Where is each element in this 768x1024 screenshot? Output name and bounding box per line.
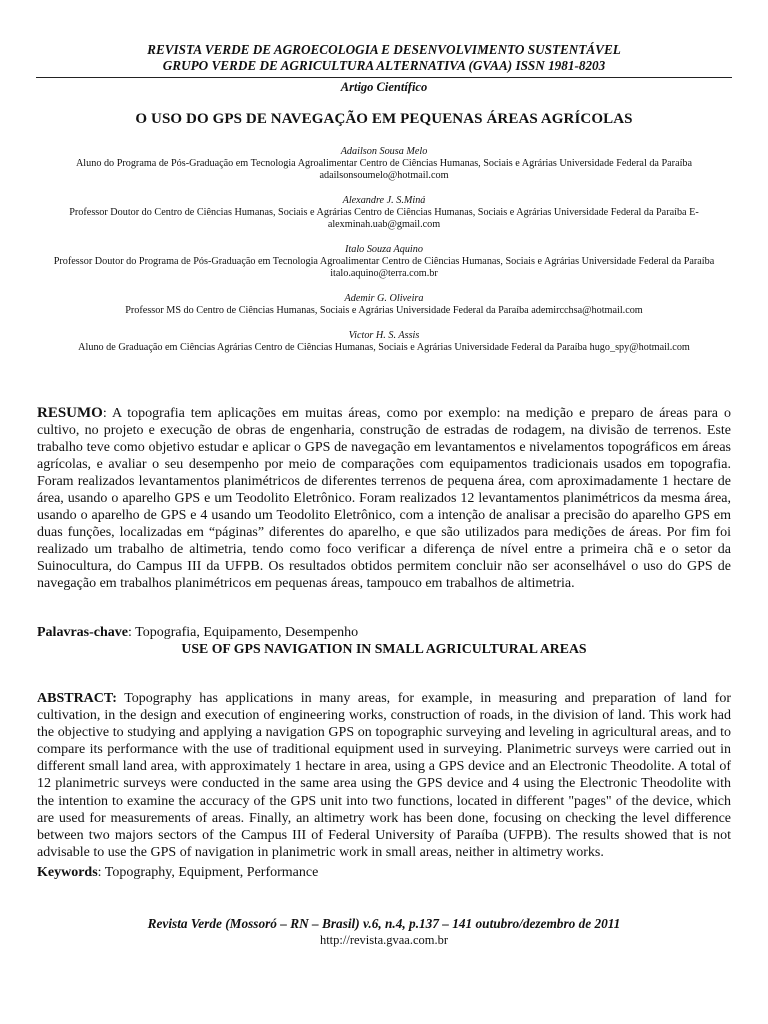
author-entry [40,146,728,183]
author-affiliation: Aluno de Graduação em Ciências Agrárias Centro de Ciências Humanas, Sociais e Agrárias Universidade Federal da Paraíba hugo_spy@hotmail.com [78,342,690,353]
author-name: Italo Souza Aquino [345,244,423,255]
author-name: Ademir G. Oliveira [344,293,424,304]
author-name: Alexandre J. S.Miná [342,195,426,206]
keywords-pt [37,624,731,641]
keywords-pt-label: Palavras-chave [37,625,128,640]
keywords-en-label: Keywords [37,865,98,880]
author-affiliation: Professor MS do Centro de Ciências Humanas, Sociais e Agrárias Universidade Federal da Paraíba ademircchsa@hotmail.com [125,305,643,317]
footer-citation: Revista Verde (Mossoró – RN – Brasil) v.6, n.4, p.137 – 141 outubro/dezembro de 2011 [147,916,621,931]
author-affiliation: Professor Doutor do Centro de Ciências Humanas, Sociais e Agrárias Centro de Ciências Humanas, Sociais e Agrárias Universidade Federal da Paraíba E- alexminah.uab@gmail.com [69,207,699,231]
abstract-paragraph [37,690,731,861]
journal-group-issn: GRUPO VERDE DE AGRICULTURA ALTERNATIVA (GVAA) ISSN 1981-8203 [162,58,606,73]
resumo-label: RESUMO [37,405,103,421]
keywords-pt-text: : Topografia, Equipamento, Desempenho [127,625,359,640]
author-entry [40,195,728,232]
resumo-text: : A topografia tem aplicações em muitas áreas, como por exemplo: na medição e preparo de áreas para o cultivo, no projeto e execução de obras de engenharia, construção de estradas de rodagem, na divisão de terrenos. Este trabalho teve como objetivo estudar e aplicar o GPS de navegação em levantamentos e nivelamentos topográficos em áreas agrícolas, e avaliar o seu desempenho por meio de comparações com equipamentos tradicionais usados em topografia. Foram realizados levantamentos planimétricos de diferentes terrenos de pequena área, com aproximadamente 1 hectare de área, usando o aparelho GPS e um Teodolito Eletrônico. Foram realizados 12 levantamentos planimétricos da mesma área, usando o aparelho de GPS e 4 usando um Teodolito Eletrônico, com a intenção de analisar a precisão do aparelho GPS em duas funções, localizadas em “páginas” diferentes do aparelho, e que são utilizados para medições de áreas. Por fim foi realizado um trabalho de altimetria, tendo como foco verificar a diferença de nível entre a primeira chã e o setor da Suinocultura, do Campus III da UFPB. Os resultados obtidos permitem concluir não ser aconselhável o uso do GPS de navegação em trabalhos planimétricos em pequenas áreas, tampouco em trabalhos de altimetria. [37,406,731,591]
english-title: USE OF GPS NAVIGATION IN SMALL AGRICULTURAL AREAS [181,641,587,656]
abstract-text: Topography has applications in many areas, for example, in measuring and preparation of land for cultivation, in the design and execution of engineering works, construction of roads, in the division of land. This work had the objective to studying and applying a navigation GPS on topographic surveying and leveling in agricultural areas, and to compare its performance with the use of traditional equipment used in surveying. Planimetric surveys were carried out in different small land area, with approximately 1 hectare in area, using a GPS device and an Electronic Theodolite. A total of 12 planimetric surveys were conducted in the same area using the GPS device and 4 using the Electronic Theodolite with the intention to examine the accuracy of the GPS unit into two functions, located in different "pages" of the device, which are used for measurements of areas. Finally, an altimetry work has been done, focusing on checking the level difference between two majors sectors of the Campus III of Federal University of Paraíba (UFPB). The results showed that is not advisable to use the GPS of navigation in planimetric work in small areas, neither in altimetry works. [37,691,731,860]
journal-header [36,42,732,74]
keywords-en-text: : Topography, Equipment, Performance [97,865,319,880]
author-affiliation: Aluno do Programa de Pós-Graduação em Tecnologia Agroalimentar Centro de Ciências Humanas, Sociais e Agrárias Universidade Federal da Paraíba adailsonsoumelo@hotmail.com [75,158,693,182]
article-type: Artigo Científico [340,80,428,94]
paper-title: O USO DO GPS DE NAVEGAÇÃO EM PEQUENAS ÁREAS AGRÍCOLAS [135,111,633,127]
author-entry [40,293,728,317]
abstract-label: ABSTRACT: [37,691,117,706]
author-affiliation: Professor Doutor do Programa de Pós-Graduação em Tecnologia Agroalimentar Centro de Ciências Humanas, Sociais e Agrárias Universidade Federal da Paraíba italo.aquino@terra.com.br [53,256,715,280]
author-name: Adailson Sousa Melo [340,146,428,157]
author-name: Victor H. S. Assis [348,329,420,341]
footer-url[interactable]: http://revista.gvaa.com.br [319,933,449,947]
header-divider [36,77,732,78]
keywords-en [37,864,731,881]
author-entry [40,330,728,354]
resumo-paragraph [37,405,731,592]
author-list [40,146,728,367]
author-entry [40,244,728,281]
journal-name: REVISTA VERDE DE AGROECOLOGIA E DESENVOLVIMENTO SUSTENTÁVEL [147,42,621,57]
